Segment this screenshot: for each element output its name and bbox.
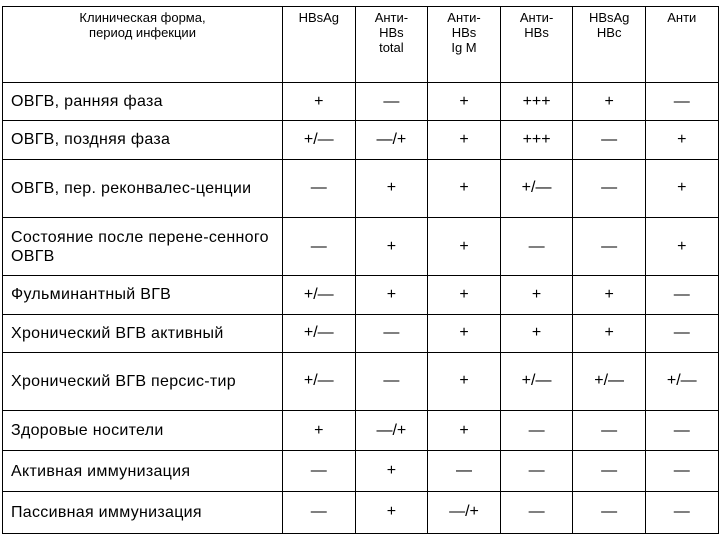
header-form-line: период инфекции <box>89 25 196 40</box>
cell-value: — <box>355 314 428 352</box>
header-col-anti <box>645 7 718 83</box>
header-col-anti-hbs-igm <box>428 7 501 83</box>
row-label: Фульминантный ВГВ <box>3 276 283 314</box>
cell-value: — <box>573 217 646 275</box>
hepatitis-b-marker-table <box>2 6 719 534</box>
cell-value: —/+ <box>355 121 428 159</box>
header-line: Анти- <box>519 10 554 25</box>
cell-value: + <box>645 121 718 159</box>
cell-value: + <box>283 411 356 451</box>
cell-value: + <box>500 314 573 352</box>
cell-value: — <box>645 451 718 491</box>
row-label: Пассивная иммунизация <box>3 491 283 533</box>
cell-value: + <box>355 451 428 491</box>
header-line: Анти- <box>447 10 481 25</box>
cell-value: + <box>355 217 428 275</box>
row-label: ОВГВ, пер. реконвалес-ценции <box>3 159 283 217</box>
cell-value: — <box>573 121 646 159</box>
cell-value: + <box>355 276 428 314</box>
cell-value: — <box>283 451 356 491</box>
cell-value: +++ <box>500 83 573 121</box>
cell-value: + <box>500 276 573 314</box>
cell-value: + <box>428 83 501 121</box>
cell-value: + <box>355 491 428 533</box>
header-line: HBc <box>596 25 622 40</box>
row-label: Состояние после перене-сенного ОВГВ <box>3 217 283 275</box>
header-line: total <box>379 40 404 55</box>
cell-value: —/+ <box>355 411 428 451</box>
cell-value: +/— <box>283 121 356 159</box>
row-label: ОВГВ, ранняя фаза <box>3 83 283 121</box>
cell-value: +/— <box>283 276 356 314</box>
cell-value: + <box>428 352 501 410</box>
cell-value: + <box>428 276 501 314</box>
row-label: ОВГВ, поздняя фаза <box>3 121 283 159</box>
cell-value: + <box>645 159 718 217</box>
cell-value: + <box>428 121 501 159</box>
cell-value: — <box>573 411 646 451</box>
header-line: HBs <box>451 25 477 40</box>
cell-value: + <box>573 83 646 121</box>
cell-value: — <box>645 314 718 352</box>
header-line: Ig M <box>451 40 477 55</box>
table-row <box>3 411 719 451</box>
cell-value: — <box>428 451 501 491</box>
cell-value: + <box>283 83 356 121</box>
header-line: HBsAg <box>588 10 630 25</box>
cell-value: — <box>573 451 646 491</box>
header-col-hbsag <box>283 7 356 83</box>
cell-value: + <box>428 217 501 275</box>
table-row <box>3 121 719 159</box>
cell-value: — <box>645 491 718 533</box>
table-row <box>3 83 719 121</box>
row-label: Здоровые носители <box>3 411 283 451</box>
cell-value: — <box>500 217 573 275</box>
cell-value: — <box>573 491 646 533</box>
table-row <box>3 159 719 217</box>
cell-value: — <box>283 491 356 533</box>
header-col-hbsag-hbc <box>573 7 646 83</box>
header-line: Анти- <box>374 10 409 25</box>
cell-value: — <box>283 159 356 217</box>
header-form-line: Клиническая форма, <box>79 10 206 25</box>
cell-value: — <box>645 276 718 314</box>
header-form <box>3 7 283 83</box>
cell-value: + <box>645 217 718 275</box>
cell-value: — <box>355 352 428 410</box>
table-row <box>3 352 719 410</box>
cell-value: — <box>573 159 646 217</box>
cell-value: + <box>573 314 646 352</box>
cell-value: +/— <box>500 352 573 410</box>
cell-value: + <box>355 159 428 217</box>
table-row <box>3 451 719 491</box>
cell-value: —/+ <box>428 491 501 533</box>
cell-value: +/— <box>283 352 356 410</box>
cell-value: + <box>428 314 501 352</box>
row-label: Хронический ВГВ активный <box>3 314 283 352</box>
cell-value: — <box>355 83 428 121</box>
row-label: Активная иммунизация <box>3 451 283 491</box>
table-row <box>3 491 719 533</box>
cell-value: +/— <box>283 314 356 352</box>
header-row <box>3 7 719 83</box>
header-col-anti-hbs <box>500 7 573 83</box>
header-line: HBsAg <box>298 10 340 25</box>
cell-value: — <box>283 217 356 275</box>
cell-value: — <box>500 491 573 533</box>
header-line: HBs <box>524 25 549 40</box>
header-line: HBs <box>379 25 404 40</box>
cell-value: — <box>500 451 573 491</box>
row-label: Хронический ВГВ персис-тир <box>3 352 283 410</box>
cell-value: +++ <box>500 121 573 159</box>
header-line: Анти <box>667 10 697 25</box>
cell-value: +/— <box>645 352 718 410</box>
cell-value: — <box>645 83 718 121</box>
cell-value: + <box>428 159 501 217</box>
table-row <box>3 217 719 275</box>
header-col-anti-hbs-total <box>355 7 428 83</box>
table-row <box>3 314 719 352</box>
table-row <box>3 276 719 314</box>
cell-value: — <box>645 411 718 451</box>
cell-value: + <box>573 276 646 314</box>
cell-value: +/— <box>500 159 573 217</box>
cell-value: + <box>428 411 501 451</box>
cell-value: — <box>500 411 573 451</box>
cell-value: +/— <box>573 352 646 410</box>
